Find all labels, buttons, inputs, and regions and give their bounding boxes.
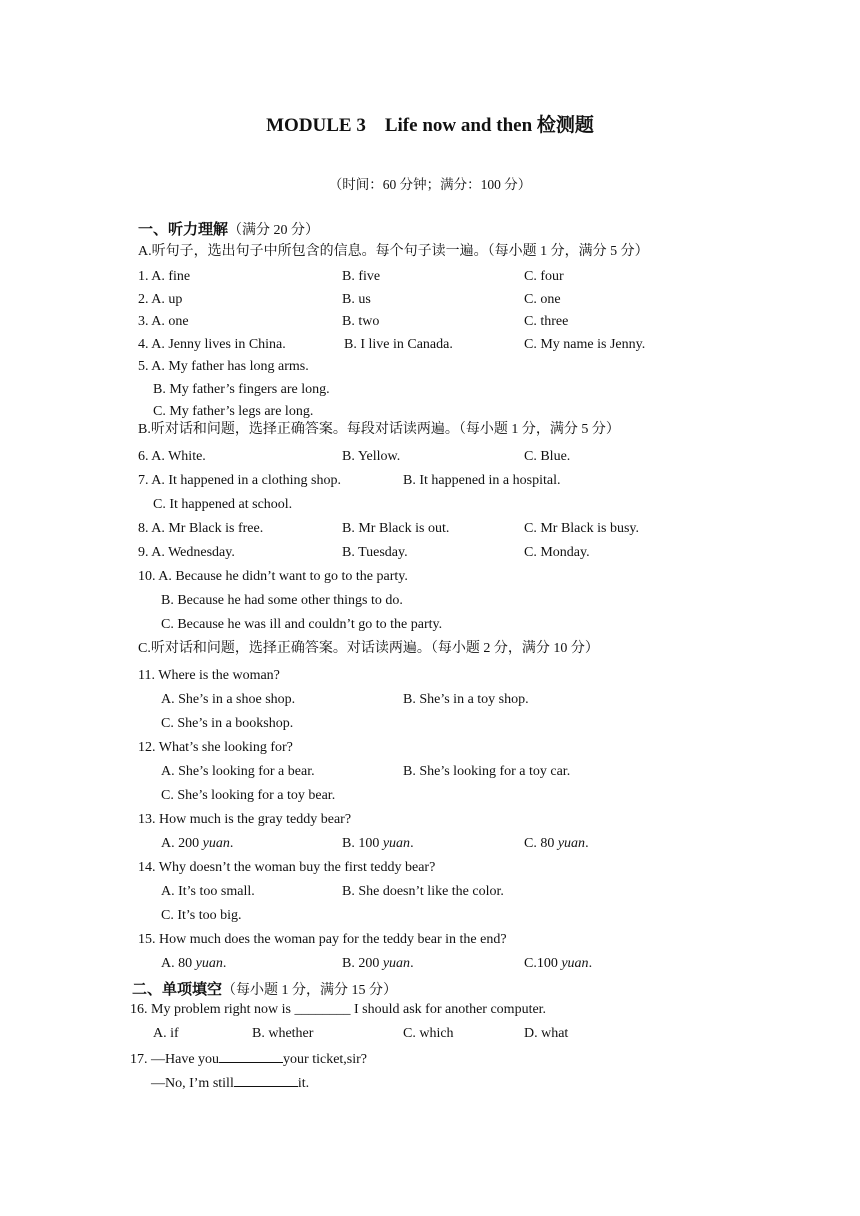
q10-option-c: C. Because he was ill and couldn’t go to the party. xyxy=(161,617,443,632)
q6-option-c: C. Blue. xyxy=(524,449,571,464)
q14-option-a: A. It’s too small. xyxy=(161,884,255,899)
q8-option-c: C. Mr Black is busy. xyxy=(524,521,639,536)
q16-option-c: C. which xyxy=(403,1026,454,1041)
q16-option-a: A. if xyxy=(153,1026,179,1041)
q11-option-c: C. She’s in a bookshop. xyxy=(161,716,294,731)
q8-option-a: 8. A. Mr Black is free. xyxy=(138,521,264,536)
q7-option-c: C. It happened at school. xyxy=(153,497,293,512)
q14-option-c: C. It’s too big. xyxy=(161,908,242,923)
q11-option-a: A. She’s in a shoe shop. xyxy=(161,692,296,707)
q14-option-b: B. She doesn’t like the color. xyxy=(342,884,504,899)
q16-question: 16. My problem right now is ________ I should ask for another computer. xyxy=(130,1002,547,1017)
q2-option-c: C. one xyxy=(524,292,561,307)
q10-option-a: 10. A. Because he didn’t want to go to the party. xyxy=(138,569,408,584)
q12-question: 12. What’s she looking for? xyxy=(138,740,293,755)
q17-line-2: —No, I’m still it. xyxy=(151,1073,309,1093)
q15-question: 15. How much does the woman pay for the teddy bear in the end? xyxy=(138,932,507,947)
q12-option-b: B. She’s looking for a toy car. xyxy=(403,764,571,779)
q1-option-b: B. five xyxy=(342,269,381,284)
page-title: MODULE 3 Life now and then 检测题 xyxy=(266,115,594,136)
q3-option-b: B. two xyxy=(342,314,380,329)
section-title: 二、单项填空 xyxy=(132,982,223,998)
q4-option-b: B. I live in Canada. xyxy=(344,337,453,352)
q16-option-d: D. what xyxy=(524,1026,569,1041)
q14-question: 14. Why doesn’t the woman buy the first teddy bear? xyxy=(138,860,436,875)
q4-option-a: 4. A. Jenny lives in China. xyxy=(138,337,286,352)
q3-option-a: 3. A. one xyxy=(138,314,189,329)
q5-option-a: 5. A. My father has long arms. xyxy=(138,359,309,374)
q7-option-a: 7. A. It happened in a clothing shop. xyxy=(138,473,341,488)
q11-question: 11. Where is the woman? xyxy=(138,668,280,683)
q13-option-c: C. 80 yuan. xyxy=(524,836,589,851)
part-c-instruction: C.听对话和问题，选择正确答案。对话读两遍。（每小题 2 分，满分 10 分） xyxy=(138,641,599,656)
q5-option-c: C. My father’s legs are long. xyxy=(153,404,314,419)
q12-option-c: C. She’s looking for a toy bear. xyxy=(161,788,336,803)
q6-option-b: B. Yellow. xyxy=(342,449,401,464)
q9-option-a: 9. A. Wednesday. xyxy=(138,545,235,560)
q1-option-c: C. four xyxy=(524,269,564,284)
q9-option-b: B. Tuesday. xyxy=(342,545,408,560)
section-note: （每小题 1 分，满分 15 分） xyxy=(222,983,398,998)
section-heading-listening xyxy=(138,221,319,240)
answer-blank xyxy=(234,1073,298,1087)
q2-option-b: B. us xyxy=(342,292,371,307)
q7-option-b: B. It happened in a hospital. xyxy=(403,473,561,488)
q15-option-b: B. 200 yuan. xyxy=(342,956,414,971)
section-heading-single-choice xyxy=(132,981,397,1000)
q5-option-b: B. My father’s fingers are long. xyxy=(153,382,330,397)
answer-blank xyxy=(219,1049,283,1063)
q11-option-b: B. She’s in a toy shop. xyxy=(403,692,529,707)
q16-option-b: B. whether xyxy=(252,1026,314,1041)
q2-option-a: 2. A. up xyxy=(138,292,183,307)
part-a-instruction: A.听句子，选出句子中所包含的信息。每个句子读一遍。（每小题 1 分，满分 5 分） xyxy=(138,244,649,259)
part-b-instruction: B.听对话和问题，选择正确答案。每段对话读两遍。（每小题 1 分，满分 5 分） xyxy=(138,422,620,437)
exam-info: （时间：60 分钟；满分：100 分） xyxy=(328,177,532,192)
q6-option-a: 6. A. White. xyxy=(138,449,206,464)
q9-option-c: C. Monday. xyxy=(524,545,590,560)
q12-option-a: A. She’s looking for a bear. xyxy=(161,764,315,779)
q15-option-a: A. 80 yuan. xyxy=(161,956,227,971)
q3-option-c: C. three xyxy=(524,314,569,329)
section-note: （满分 20 分） xyxy=(228,223,320,238)
section-title: 一、听力理解 xyxy=(138,222,229,238)
q15-option-c: C.100 yuan. xyxy=(524,956,593,971)
q13-option-a: A. 200 yuan. xyxy=(161,836,234,851)
q4-option-c: C. My name is Jenny. xyxy=(524,337,646,352)
q13-option-b: B. 100 yuan. xyxy=(342,836,414,851)
q1-option-a: 1. A. fine xyxy=(138,269,191,284)
q8-option-b: B. Mr Black is out. xyxy=(342,521,450,536)
q17-line-1: 17. —Have you your ticket,sir? xyxy=(130,1049,367,1069)
q10-option-b: B. Because he had some other things to do. xyxy=(161,593,403,608)
q13-question: 13. How much is the gray teddy bear? xyxy=(138,812,352,827)
